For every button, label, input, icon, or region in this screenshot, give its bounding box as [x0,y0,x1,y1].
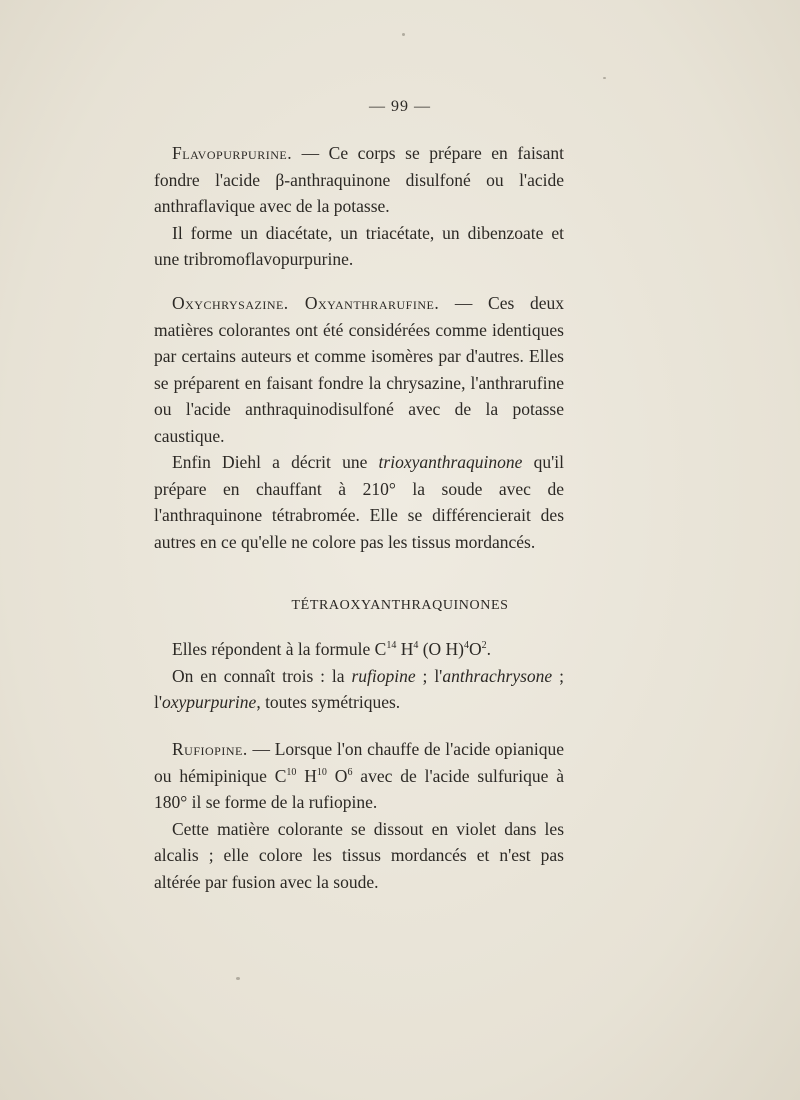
flavopurpurine-section [154,140,564,273]
rufiopine-properties: Cette matière colorante se dissout en violet dans les alcalis ; elle colore les tissus mordancés et n'est pas altérée par fusion avec la soude. [154,818,564,892]
anthrachrysone-term: anthrachrysone [442,665,553,686]
formula-paragraph [154,636,564,663]
known-compounds-paragraph [154,663,564,716]
rufiopine-title: Rufiopine. [172,739,248,759]
paper-speck [402,33,405,36]
rufiopine-paragraph [154,736,564,816]
rufiopine-o: O [326,765,348,786]
known-text-end: , toutes symétriques. [256,692,401,712]
flavopurpurine-derivatives: Il forme un diacétate, un triacétate, un dibenzoate et une tribromoflavopurpurine. [154,222,564,269]
formula-c-sub: 14 [386,640,397,651]
rufiopine-c-sub: 10 [286,766,297,778]
diehl-text-start: Enfin Diehl a décrit une [172,452,379,472]
oxychrysazine-paragraph [154,290,564,449]
tetraoxyanthraquinones-heading: TÉTRAOXYANTHRAQUINONES [291,598,509,613]
rufiopine-text-start: — Lorsque l'on chauffe de l'acide opianique ou hémipinique C [154,739,564,786]
formula-o: O [469,639,482,659]
rufiopine-h-sub: 10 [316,766,327,778]
formula-text: Elles répondent à la formule C [172,639,387,659]
rufiopine-term: rufiopine [351,665,416,686]
formula-end: . [486,639,492,659]
known-sep-1: ; l' [415,665,443,686]
oxychrysazine-title: Oxychrysazine. Oxyanthrarufine. [172,293,440,313]
rufiopine-text-end: avec de l'acide sulfurique à 180° il se forme de la rufiopine. [154,765,565,812]
oxychrysazine-text: — Ces deux matières colorantes ont été considérées comme identiques par certains auteurs et comme isomères par d'autres. Elles se préparent en faisant fondre la chrysazine, l'anthrarufine ou l'acide anthraquinodisulfoné avec de la potasse caustique. [154,293,564,446]
diehl-text-end: qu'il prépare en chauffant à 210° la soude avec de l'anthraquinone tétrabromée. Elle se différencierait des autres en ce qu'elle ne colore pas les tissus mordancés. [154,452,564,552]
diehl-paragraph [154,449,564,555]
rufiopine-h: H [296,765,317,786]
known-sep-2: ; l' [154,665,564,712]
oxychrysazine-section [154,290,564,555]
oxypurpurine-term: oxypurpurine [162,692,257,712]
known-text-start: On en connaît trois : la [172,665,352,686]
formula-h: H [396,639,414,659]
paper-speck [603,77,606,79]
page-number: — 99 — [369,98,431,115]
formula-h-sub: 4 [413,640,419,651]
formula-oh-sub: 4 [464,640,470,651]
paper-speck [236,977,240,980]
flavopurpurine-text: — Ce corps se prépare en faisant fondre l'acide β-anthraquinone disulfoné ou l'acide anthraflavique avec de la potasse. [154,143,564,216]
flavopurpurine-paragraph [154,140,564,220]
formula-o-sub: 2 [481,640,487,651]
trioxyanthraquinone-term: trioxyanthraquinone [378,452,523,472]
rufiopine-section [154,736,564,895]
flavopurpurine-title: Flavopurpurine. [172,143,293,163]
tetraoxy-section [154,636,564,716]
rufiopine-o-sub: 6 [347,766,353,778]
formula-oh: (O H) [418,639,465,659]
